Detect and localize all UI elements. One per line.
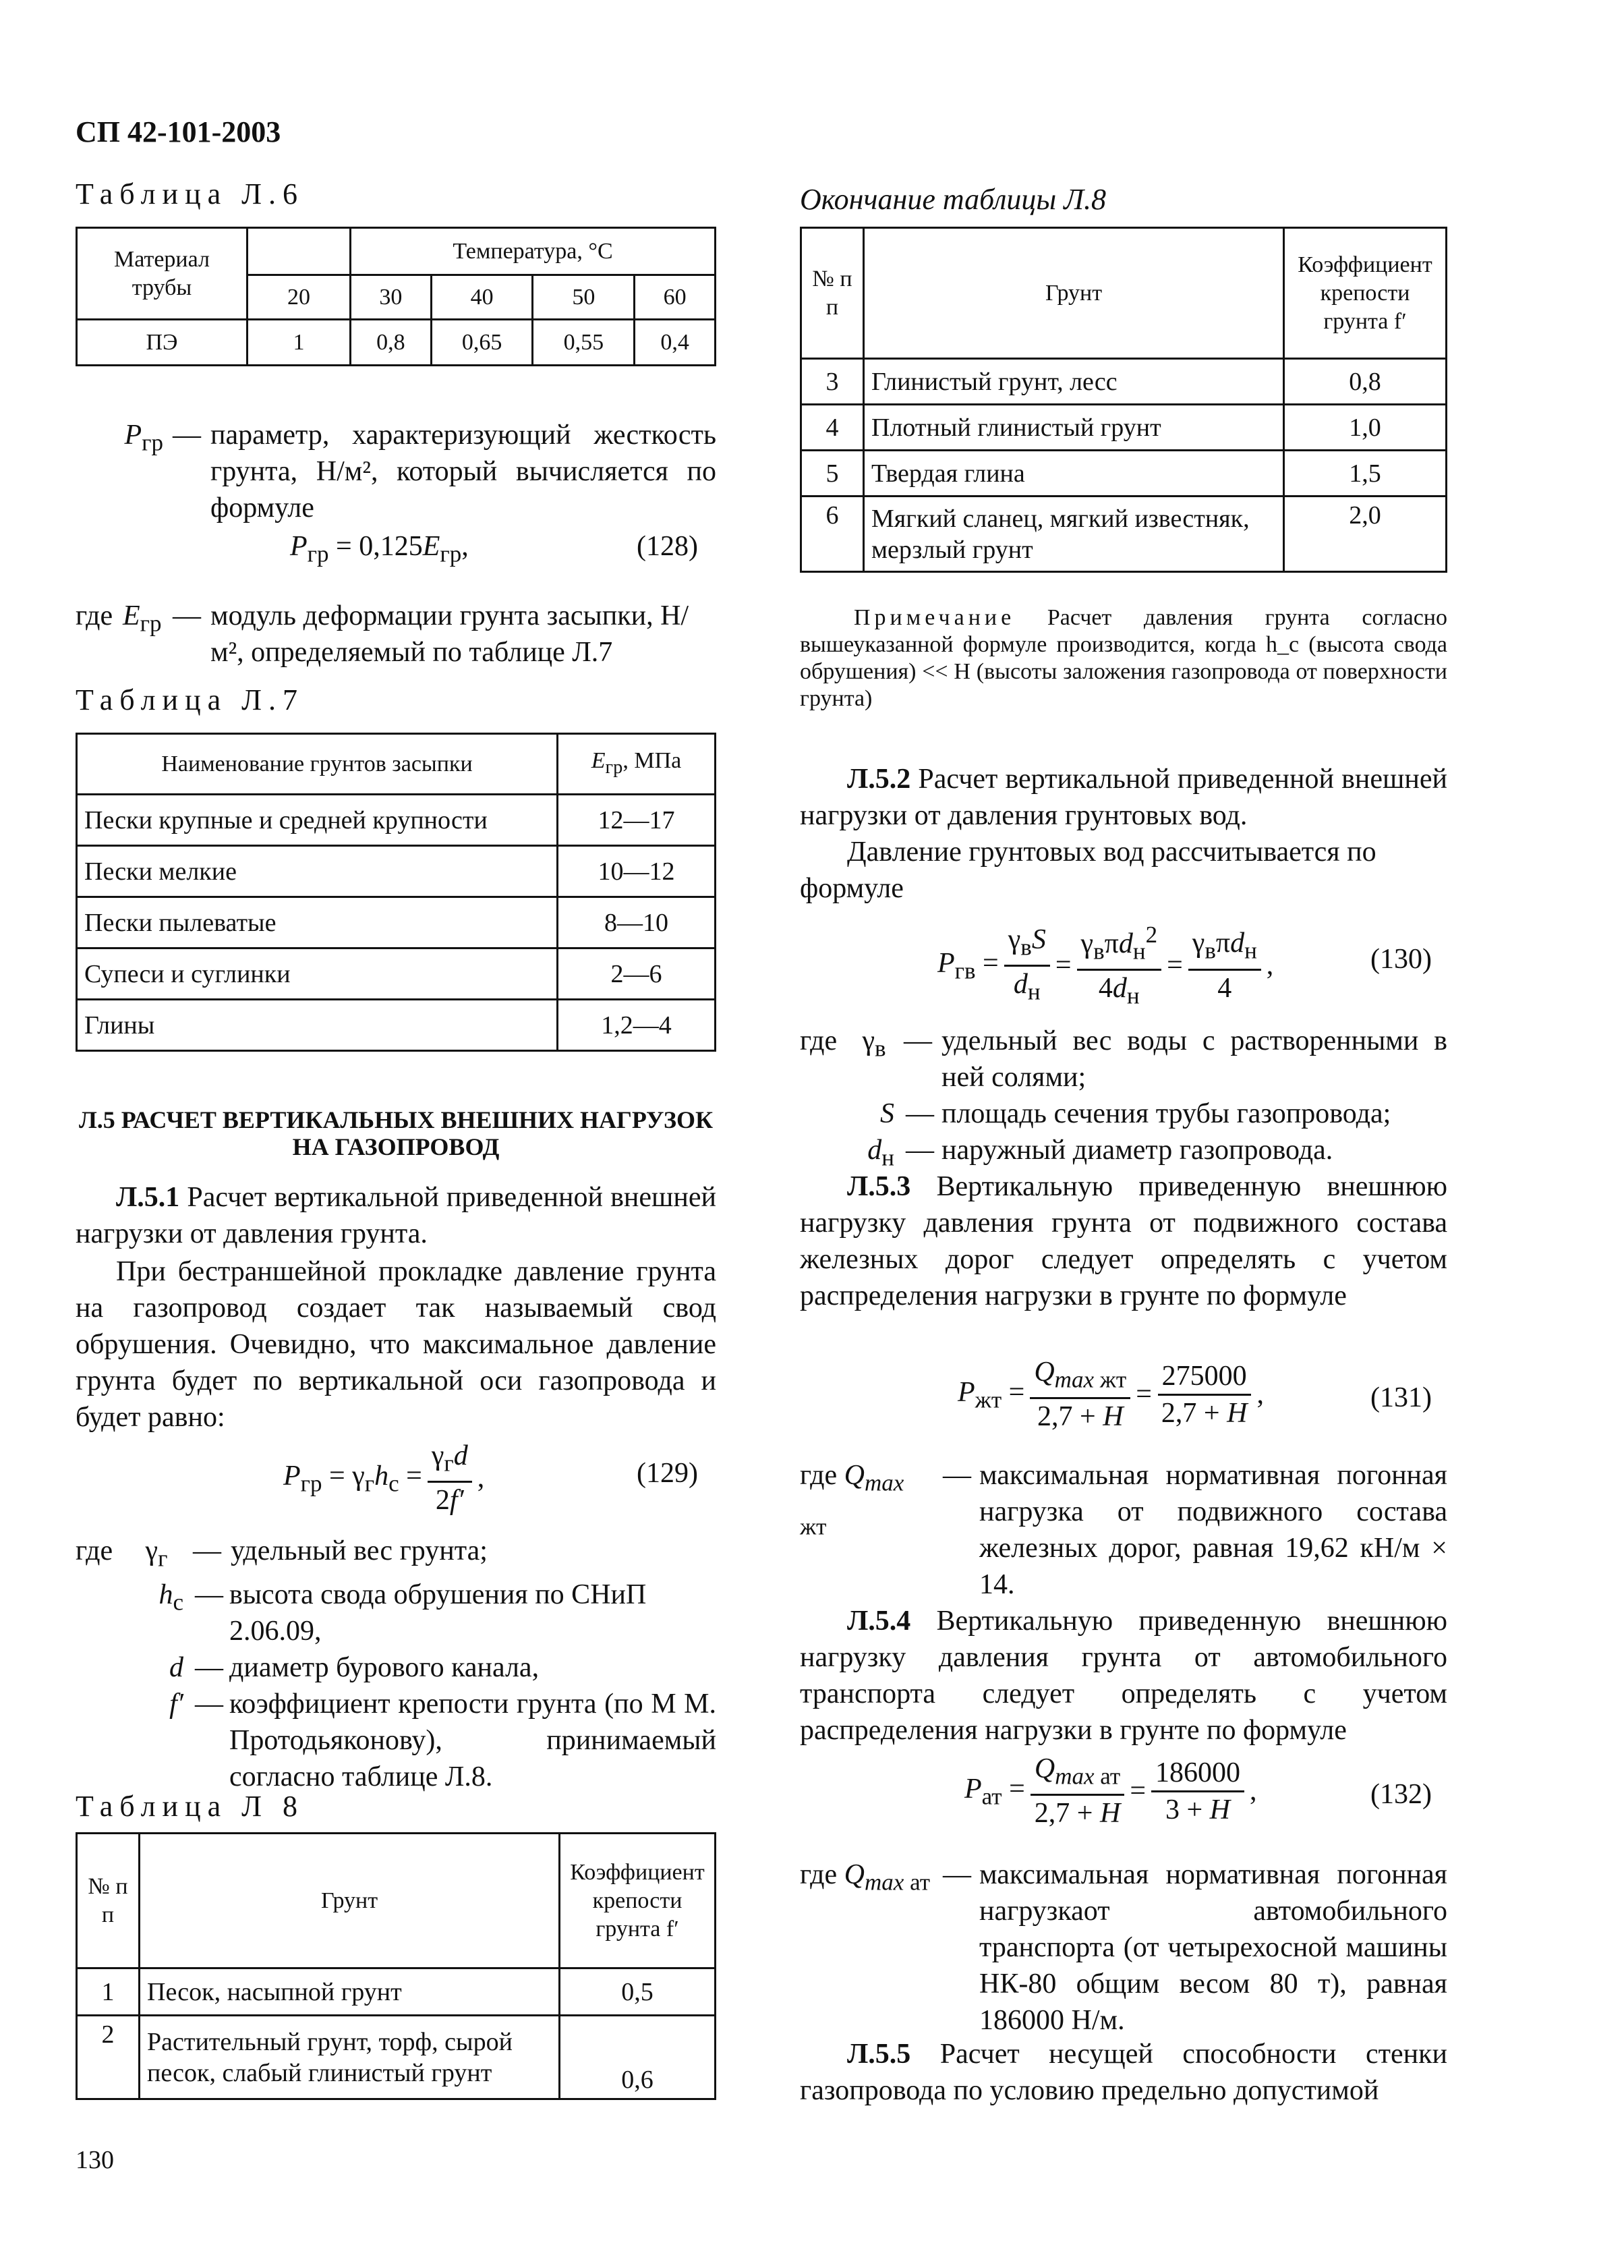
table-l8-end-no: 3: [801, 359, 864, 405]
formula-132: $P_{ат}$ = $\frac{Q_{max ат}}{2,7 + H}$ = $\frac{186000}{3 + H}$ ,: [964, 1751, 1257, 1831]
table-l8-no: 2: [77, 2016, 140, 2099]
formula-129-number: (129): [637, 1458, 698, 1489]
table-l8-coef: 0,6: [560, 2016, 716, 2099]
table-l8-end-no: 5: [801, 451, 864, 497]
table-l8-end-soil: Глинистый грунт, лесс: [864, 359, 1284, 405]
table-l7-soil: Супеси и суглинки: [77, 948, 558, 1000]
table-l8-end-header-coef: Коэффициент крепости грунта f′: [1284, 228, 1447, 359]
formula-130-definitions: где $\gamma_в$ — удельный вес воды с растворенными в ней солями; S — площадь сечения трубы газопровода; $d_н$ — наружный диаметр газопровода.: [800, 1025, 1447, 1171]
e-gr-text: модуль деформации грунта засыпки, Н/м², определяемый по таблице Л.7: [210, 600, 689, 668]
formula-132-definition: где $Q_{max ат}$ — максимальная нормативная погонная нагрузкаот автомобильного транспорта (от четырехосной машины НК-80 общим весом 80 т), равная 186000 Н/м.: [800, 1859, 1447, 2036]
table-l7-soil: Глины: [77, 1000, 558, 1051]
formula-131-number: (131): [1370, 1382, 1432, 1413]
table-l7-soil: Пески мелкие: [77, 846, 558, 897]
table-l8-end-no: 4: [801, 405, 864, 451]
section-l54-text: Л.5.4 Вертикальную приведенную внешнюю нагрузку давления грунта от автомобильного транспорта следует определять с учетом распределения нагрузки в грунте по формуле: [800, 1606, 1447, 1746]
table-l8-soil: Растительный грунт, торф, сырой песок, слабый глинистый грунт: [140, 2016, 560, 2099]
table-l6-temp: 40: [431, 275, 533, 320]
table-l8-end: [800, 227, 1447, 573]
table-l6-header-temp: Температура, °С: [351, 228, 716, 275]
table-l6-value: 0,4: [635, 320, 716, 366]
table-l8-end-coef: 2,0: [1284, 497, 1447, 572]
formula-130: $P_{гв}$ = $\frac{\gamma_вS}{d_н}$ = $\frac{\gamma_в\pi d_н^2}{4d_н}$ = $\frac{\gamma_в\pi d_н}{4}$ ,: [937, 917, 1273, 1014]
table-l8-header-coef: Коэффициент крепости грунта f′: [560, 1834, 716, 1968]
formula-129: $P_{гр} = \gamma_гh_с$ = $\frac{\gamma_гd}{2f'}$ ,: [283, 1438, 484, 1518]
table-l8-header-soil: Грунт: [140, 1834, 560, 1968]
table-l8-end-coef: 1,5: [1284, 451, 1447, 497]
section-l51-text: Л.5.1 Расчет вертикальной приведенной внешней нагрузки от давления грунта.: [76, 1182, 716, 1249]
e-gr-definition: где $E_{гр}$ — модуль деформации грунта засыпки, Н/м², определяемый по таблице Л.7: [76, 598, 716, 671]
table-l7: [76, 733, 716, 1052]
formula-131: $P_{жт}$ = $\frac{Q_{max жт}}{2,7 + H}$ = $\frac{275000}{2,7 + H}$ ,: [958, 1355, 1264, 1434]
table-l7-title: Таблица Л.7: [76, 683, 305, 716]
table-l6-value: 1: [248, 320, 351, 366]
formula-129-definitions: где $\gamma_г$ — удельный вес грунта; $h_с$ — высота свода обрушения по СНиП 2.06.09, d — диаметр бурового канала, f′ — коэффициент крепости грунта (по М М. Протодьяконову), принимаемый согласно таблице Л.8.: [76, 1535, 716, 1793]
table-l7-soil: Пески пылеватые: [77, 897, 558, 948]
table-l8-title: Таблица Л 8: [76, 1790, 305, 1823]
section-l5-paragraph: При бестраншейной прокладке давление грунта на газопровод создает так называемый свод обрушения. Очевидно, что максимальное давление грунта будет по вертикальной оси газопровода и будет равно:: [76, 1256, 716, 1433]
table-l6-temp: 30: [351, 275, 432, 320]
formula-130-number: (130): [1370, 944, 1432, 975]
table-l6-value: 0,55: [533, 320, 635, 366]
table-l8-end-coef: 0,8: [1284, 359, 1447, 405]
table-l8-end-coef: 1,0: [1284, 405, 1447, 451]
table-l6: [76, 227, 716, 366]
formula-131-definition: где $Q_{max жт}$ — максимальная нормативная погонная нагрузка от подвижного состава железных дорог, равная 19,62 кН/м × 14.: [800, 1460, 1447, 1600]
formula-128: $P_{гр} = 0,125E_{гр}$,: [290, 531, 469, 567]
table-l8-end-soil: Мягкий сланец, мягкий известняк, мерзлый грунт: [864, 497, 1284, 572]
table-l6-title: Таблица Л.6: [76, 177, 305, 210]
table-l8-end-header-soil: Грунт: [864, 228, 1284, 359]
section-l52-paragraph: Давление грунтовых вод рассчитывается по формуле: [800, 837, 1376, 904]
table-l6-temp: 60: [635, 275, 716, 320]
section-l55-text: Л.5.5 Расчет несущей способности стенки газопровода по условию предельно допустимой: [800, 2039, 1447, 2106]
page-number: 130: [76, 2146, 114, 2174]
table-l7-e: 8—10: [558, 897, 716, 948]
table-l8-end-no: 6: [801, 497, 864, 572]
table-l8-end-header-no: № п п: [801, 228, 864, 359]
table-l6-temp: 50: [533, 275, 635, 320]
section-l53-text: Л.5.3 Вертикальную приведенную внешнюю нагрузку давления грунта от подвижного состава железных дорог следует определять с учетом распределения нагрузки в грунте по формуле: [800, 1171, 1447, 1311]
table-l8-header-no: № п п: [77, 1834, 140, 1968]
section-l5-heading: Л.5 РАСЧЕТ ВЕРТИКАЛЬНЫХ ВНЕШНИХ НАГРУЗОК НА ГАЗОПРОВОД: [78, 1106, 714, 1160]
table-l6-header-material: Материал трубы: [77, 228, 248, 320]
formula-132-number: (132): [1370, 1779, 1432, 1810]
table-l6-material: ПЭ: [77, 320, 248, 366]
table-l7-soil: Пески крупные и средней крупности: [77, 795, 558, 846]
table-l7-header-name: Наименование грунтов засыпки: [77, 734, 558, 795]
table-l8-no: 1: [77, 1968, 140, 2016]
table-l6-temp: 20: [248, 275, 351, 320]
table-l7-header-e: $E_{гр}$, МПа: [558, 734, 716, 795]
table-l7-e: 1,2—4: [558, 1000, 716, 1051]
formula-128-number: (128): [637, 531, 698, 562]
section-l52-text: Л.5.2 Расчет вертикальной приведенной внешней нагрузки от давления грунтовых вод.: [800, 764, 1447, 831]
p-gr-definition: $P_{гр}$ — параметр, характеризующий жесткость грунта, Н/м², который вычисляется по формуле: [76, 417, 716, 526]
table-l8: [76, 1832, 716, 2100]
table-l7-e: 2—6: [558, 948, 716, 1000]
table-l6-value: 0,8: [351, 320, 432, 366]
table-l8-coef: 0,5: [560, 1968, 716, 2016]
table-l7-e: 10—12: [558, 846, 716, 897]
table-l6-value: 0,65: [431, 320, 533, 366]
document-code: СП 42-101-2003: [76, 115, 281, 148]
table-l8-note: Примечание Расчет давления грунта согласно вышеуказанной формуле производится, когда h_с (высота свода обрушения) << H (высоты заложения газопровода от поверхности грунта): [800, 605, 1447, 711]
table-l7-e: 12—17: [558, 795, 716, 846]
table-l8-soil: Песок, насыпной грунт: [140, 1968, 560, 2016]
table-l8-end-soil: Плотный глинистый грунт: [864, 405, 1284, 451]
table-l8-end-soil: Твердая глина: [864, 451, 1284, 497]
p-gr-text: параметр, характеризующий жесткость грунта, Н/м², который вычисляется по формуле: [210, 420, 716, 523]
table-l8-end-title: Окончание таблицы Л.8: [800, 183, 1106, 216]
